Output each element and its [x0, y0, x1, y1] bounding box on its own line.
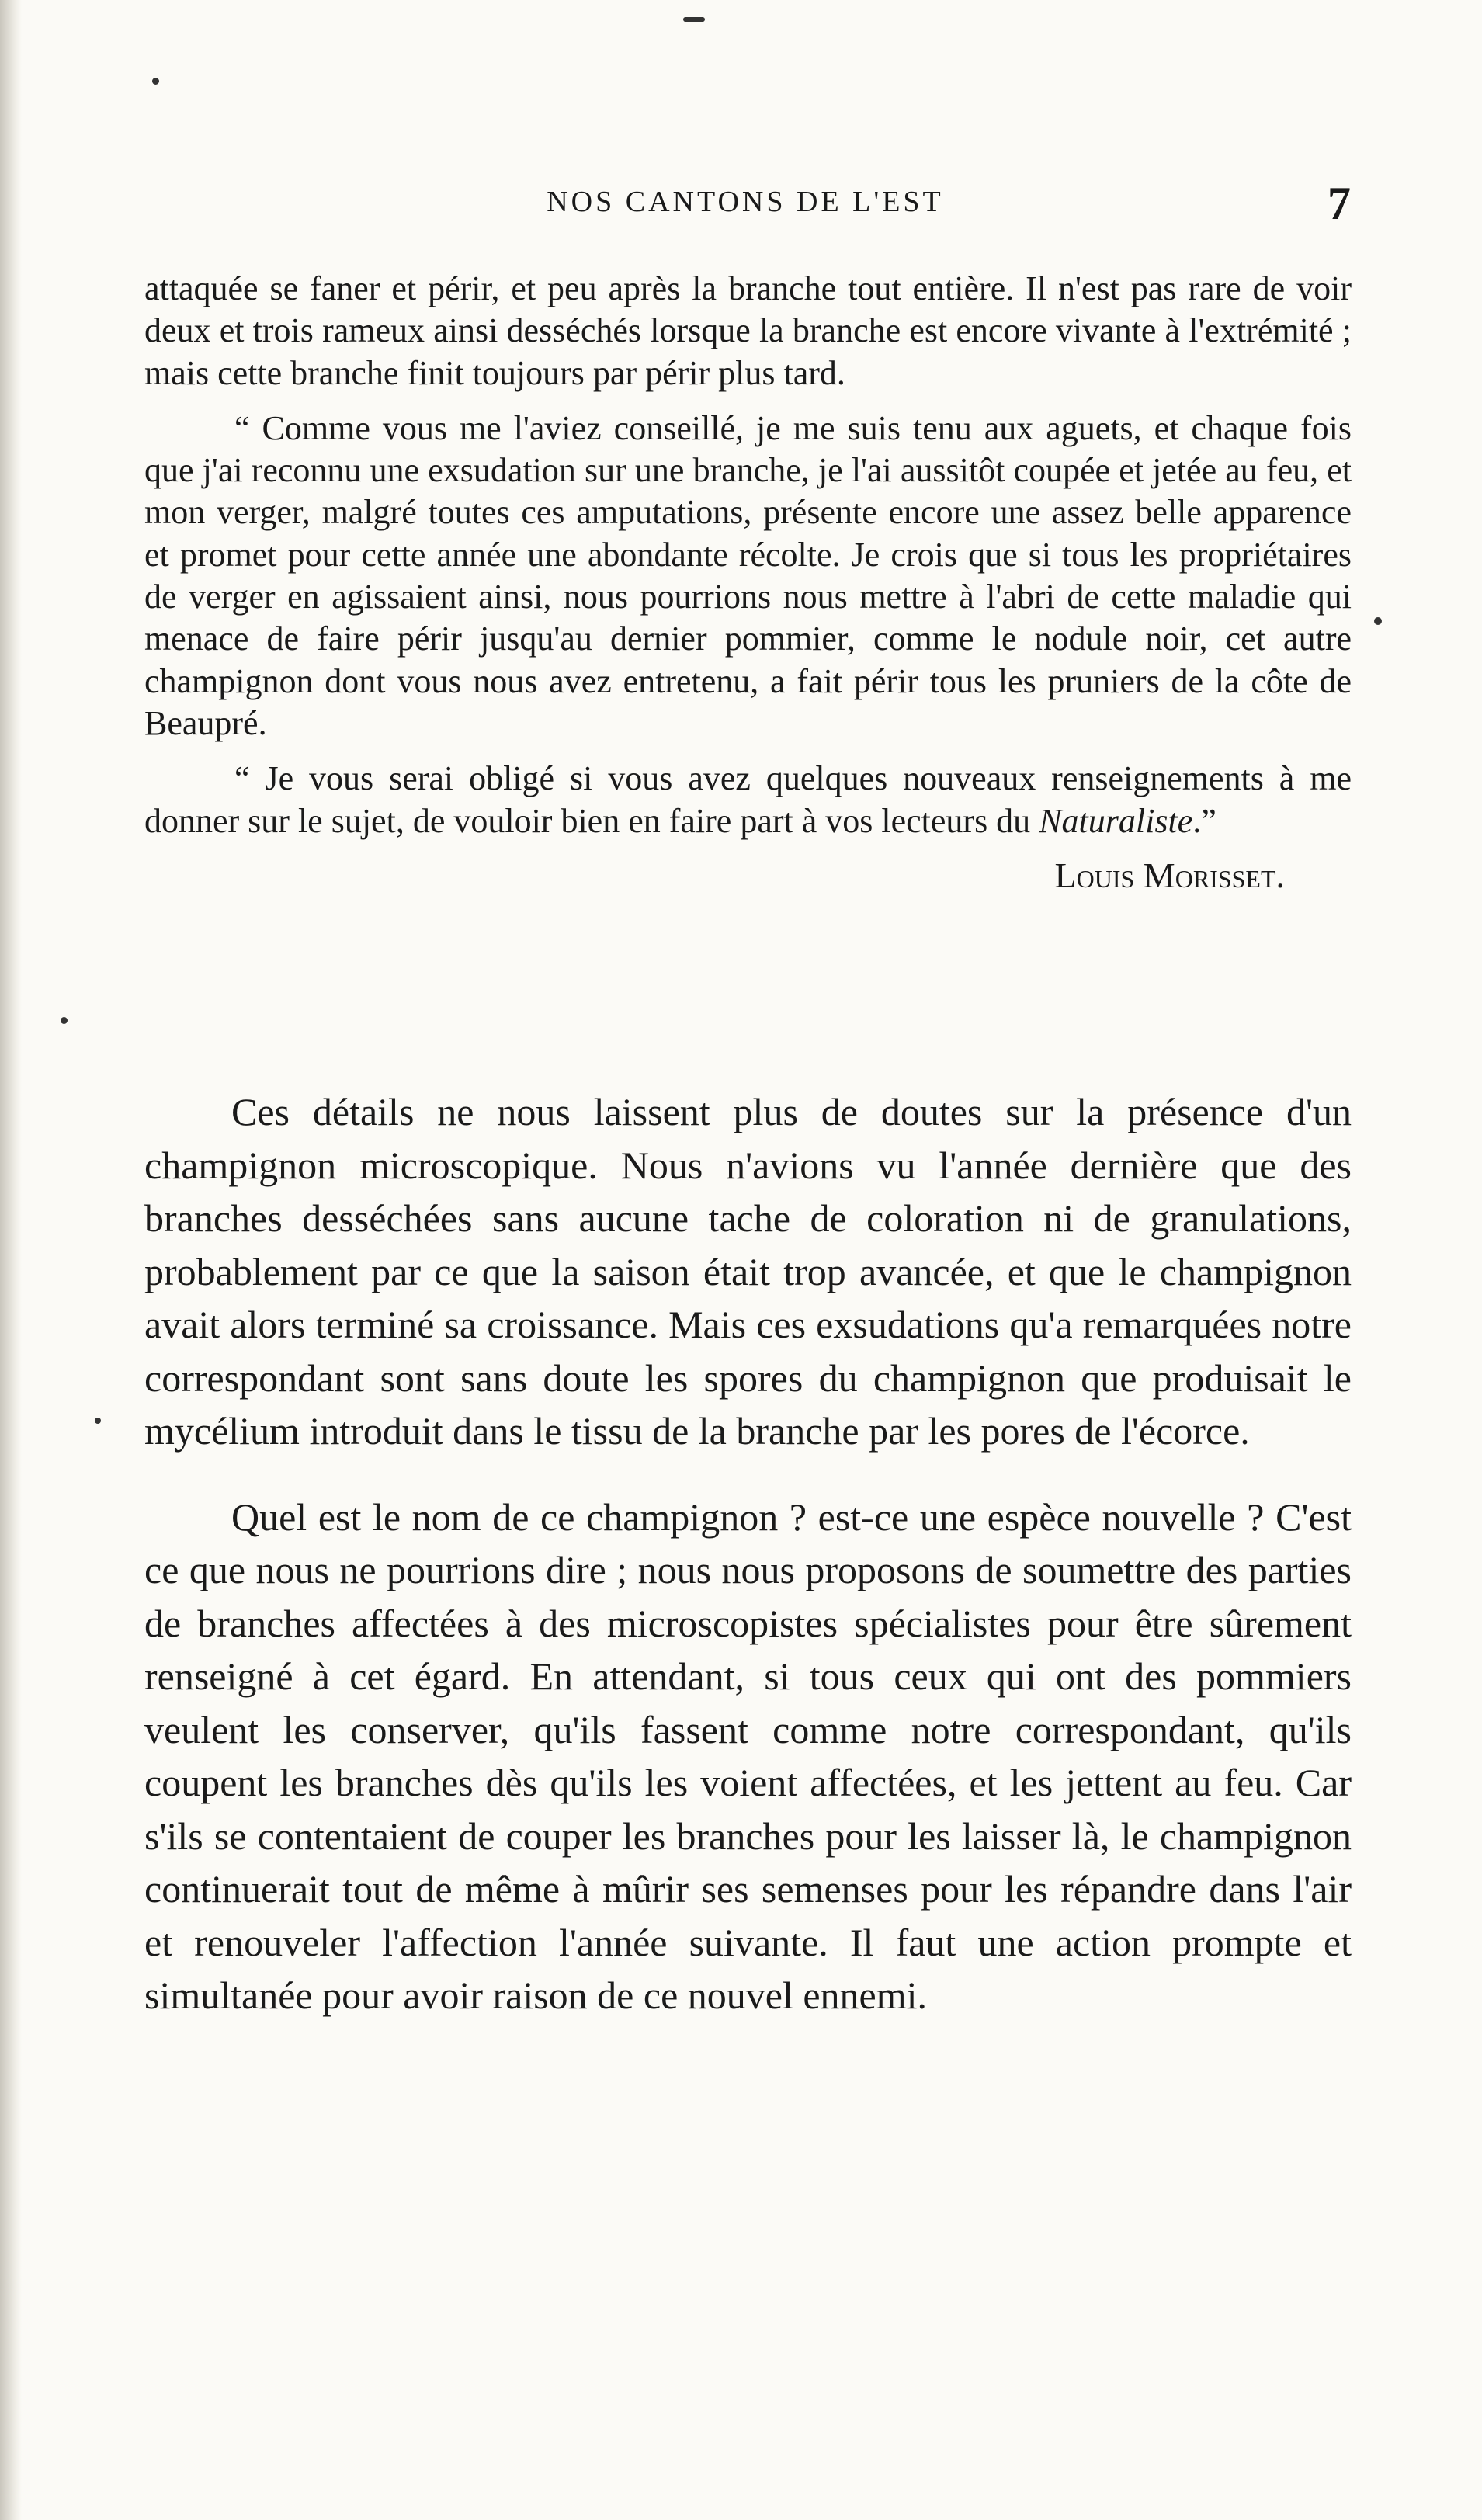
page-header — [140, 178, 1351, 239]
letter-closing-end: .” — [1192, 801, 1216, 840]
print-speck — [61, 1017, 68, 1024]
letter-paragraph: “ Comme vous me l'aviez conseillé, je me suis tenu aux aguets, et chaque fois que j'ai reconnu une exsudation sur une branche, je l'ai aussitôt coupée et jetée au feu, et mon verger, malgré toutes ces amputations, présente encore une assez belle apparence et promet pour cette année une abondante récolte. Je crois que si tous les propriétaires de verger en agissaient ainsi, nous pourrions nous mettre à l'abri de cette maladie qui menace de faire périr jusqu'au dernier pommier, comme le nodule noir, cet autre champignon dont vous nous avez entretenu, a fait périr tous les pruniers de la côte de Beaupré. — [144, 408, 1352, 742]
print-speck — [152, 78, 159, 85]
print-speck — [95, 1418, 101, 1424]
page-number: 7 — [1328, 178, 1351, 229]
print-speck — [683, 17, 705, 22]
page-edge-shadow — [0, 0, 22, 2520]
letter-paragraph: attaquée se faner et périr, et peu après la branche tout entière. Il n'est pas rare de voir deux et trois rameux ainsi desséchés lorsque la branche est encore vivante à l'extrémité ; mais cette branche finit toujours par périr plus tard. — [144, 269, 1352, 392]
letter-closing — [144, 758, 1352, 842]
body-paragraph: Quel est le nom de ce champignon ? est-ce une espèce nouvelle ? C'est ce que nous ne pourrions dire ; nous nous proposons de soumettre des parties de branches affectées à des microscopistes spécialistes pour être sûrement renseigné à cet égard. En attendant, si tous ceux qui ont des pommiers veulent les conserver, qu'ils fassent comme notre correspondant, qu'ils coupent les branches dès qu'ils les voient affectées, et les jettent au feu. Car s'ils se contentaient de couper les branches pour les laisser là, le champignon continuerait tout de même à mûrir ses semenses pour les répandre dans l'air et renouveler l'affection l'année suivante. Il faut une action prompte et simultanée pour avoir raison de ce nouvel ennemi. — [144, 1494, 1352, 2017]
letter-signature: Louis Morisset. — [1054, 855, 1285, 895]
body-paragraph: Ces détails ne nous laissent plus de doutes sur la présence d'un champignon microscopique. Nous n'avions vu l'année dernière que des branches desséchées sans aucune tache de coloration ni de granulations, probablement par ce que la saison était trop avancée, et que le champignon avait alors terminé sa croissance. Mais ces exsudations qu'a remarquées notre correspondant sont sans doute les spores du champignon que produisait le mycélium introduit dans le tissu de la branche par les pores de l'écorce. — [144, 1090, 1352, 1453]
letter-excerpt — [144, 268, 1352, 897]
letter-closing-text: “ Je vous serai obligé si vous avez quelques nouveaux renseignements à me donner sur le sujet, de vouloir bien en faire part à vos lecteurs du — [144, 759, 1352, 840]
journal-title: Naturaliste — [1039, 801, 1193, 840]
running-title: NOS CANTONS DE L'EST — [547, 186, 944, 218]
editor-commentary — [144, 1085, 1352, 2022]
print-speck — [1374, 617, 1382, 625]
